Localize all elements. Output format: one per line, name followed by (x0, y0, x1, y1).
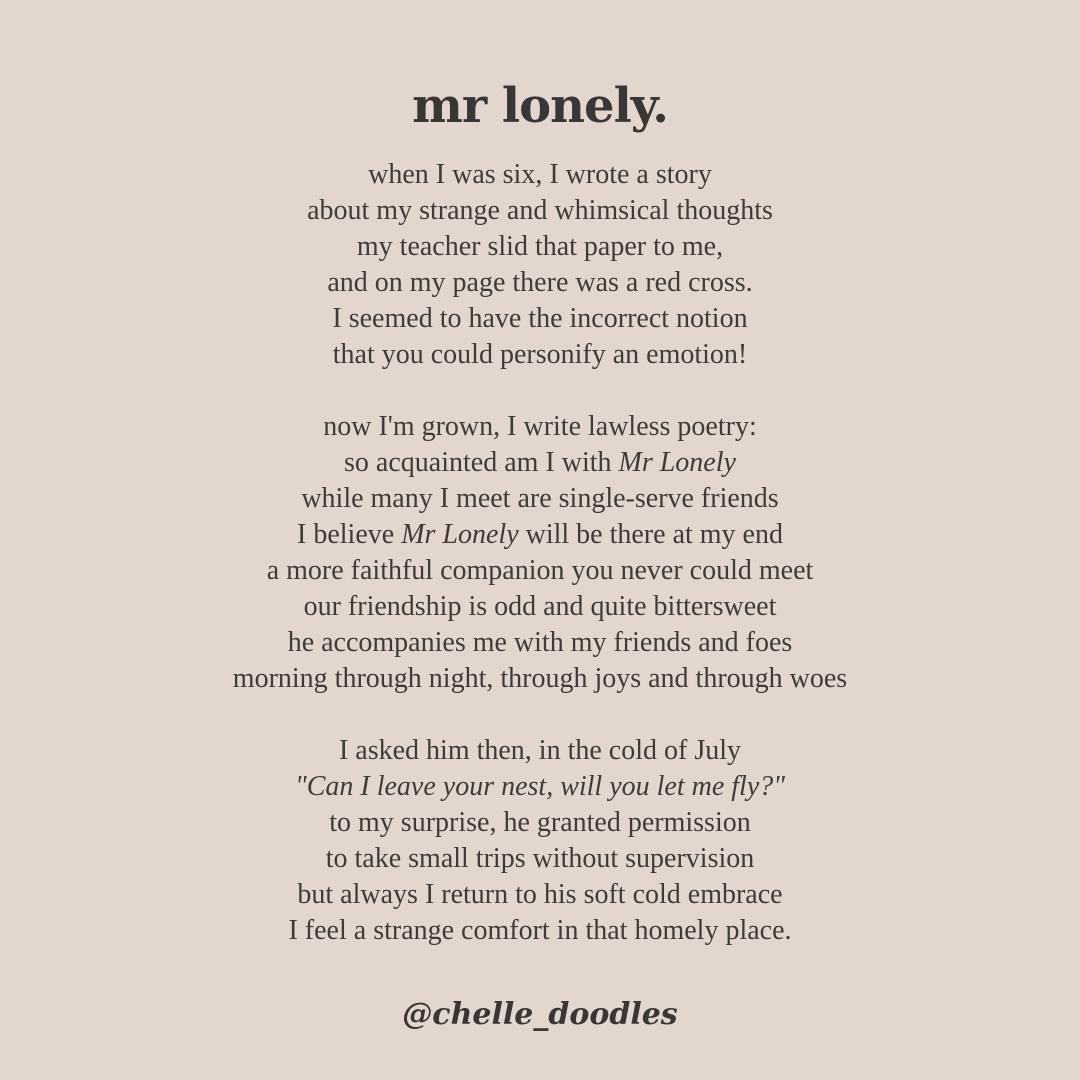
poem-line-text: I asked him then, in the cold of July (338, 735, 742, 766)
poem-line-text: to my surprise, he granted permission (329, 807, 751, 838)
poem-line-text: he accompanies me with my friends and foes (287, 627, 793, 658)
poem-title: mr lonely. (412, 78, 668, 134)
poem-line-text: and on my page there was a red cross. (327, 267, 753, 298)
poem-line-text: when I was six, I wrote a story (368, 159, 712, 190)
poem-line (0, 193, 1080, 229)
poem-line-text: about my strange and whimsical thoughts (307, 195, 773, 226)
poem-line-text: but always I return to his soft cold embrace (297, 879, 783, 910)
poem-line-text: I believe (297, 519, 402, 550)
poem-line (0, 445, 1080, 481)
poem-line-text: so acquainted am I with (344, 447, 619, 478)
poem-line (0, 913, 1080, 949)
poem-stanza (0, 157, 1080, 373)
poem-line (0, 733, 1080, 769)
poem-line (0, 337, 1080, 373)
poem-line-text: that you could personify an emotion! (332, 339, 748, 370)
poem-line-text: while many I meet are single-serve friends (301, 483, 779, 514)
poem-line-text: will be there at my end (518, 519, 783, 550)
author-handle: @chelle_doodles (402, 997, 678, 1032)
poem-line-italic-text: "Can I leave your nest, will you let me fly?" (294, 771, 786, 802)
poem-line (0, 661, 1080, 697)
poem-line-text: I seemed to have the incorrect notion (332, 303, 748, 334)
poem-body (0, 157, 1080, 985)
poem-line (0, 805, 1080, 841)
poem-line-text: my teacher slid that paper to me, (356, 231, 724, 262)
poem-line-text: now I'm grown, I write lawless poetry: (323, 411, 757, 442)
poem-line-text: our friendship is odd and quite bittersweet (303, 591, 777, 622)
poem-line (0, 229, 1080, 265)
poem-line-italic-text: Mr Lonely (618, 447, 736, 478)
poem-line (0, 625, 1080, 661)
poem-line (0, 301, 1080, 337)
poem-line (0, 517, 1080, 553)
poem-line (0, 877, 1080, 913)
poem-line-text: a more faithful companion you never could meet (266, 555, 814, 586)
poem-line-text: to take small trips without supervision (325, 843, 755, 874)
poem-line-italic-text: Mr Lonely (401, 519, 519, 550)
poem-line (0, 157, 1080, 193)
poem-stanza (0, 409, 1080, 697)
poem-line (0, 481, 1080, 517)
poem-line (0, 553, 1080, 589)
poem-line (0, 265, 1080, 301)
poem-line-text: morning through night, through joys and through woes (232, 663, 848, 694)
poem-line (0, 409, 1080, 445)
poem-line (0, 769, 1080, 805)
poem-line-text: I feel a strange comfort in that homely place. (288, 915, 792, 946)
poem-line (0, 589, 1080, 625)
poem-line (0, 841, 1080, 877)
poem-stanza (0, 733, 1080, 949)
